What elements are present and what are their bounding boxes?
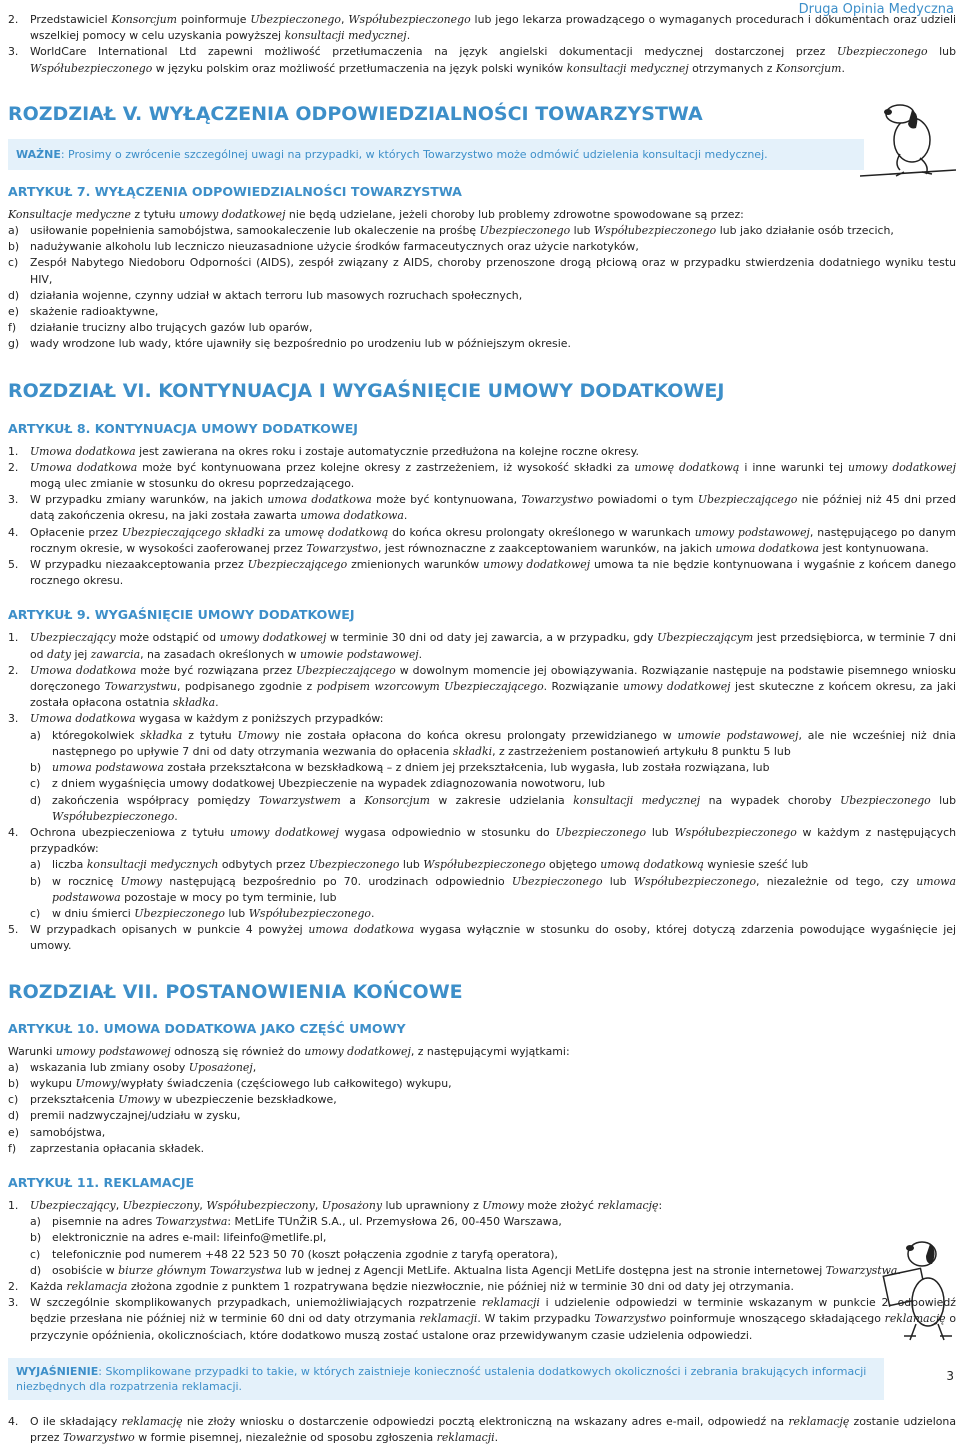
list-item-number: 4. — [8, 1414, 19, 1428]
list-item-text: Ubezpieczający może odstąpić od umowy dodatkowej w terminie 30 dni od daty jej zawarcia, a w przypadku, gdy Ubezpieczającym jest przedsiębiorca, w terminie 7 dni od daty jej zawarcia, na zasadach określonych w umowie podstawowej. — [30, 631, 957, 661]
list-item — [8, 711, 956, 824]
chapter-5-title: ROZDZIAŁ V. WYŁĄCZENIA ODPOWIEDZIALNOŚCI TOWARZYSTWA — [8, 102, 703, 125]
sub-list-item — [30, 1230, 956, 1246]
list-item — [8, 492, 956, 524]
list-item-number: 5. — [8, 923, 19, 937]
sub-list-item-letter: d) — [30, 793, 42, 807]
list-item — [8, 663, 956, 712]
page-number: 3 — [946, 1368, 954, 1383]
sub-list-item-text: umowa podstawowa została przekształcona w bezskładkową – z dniem jej przekształcenia, lub wygasła, lub została rozwiązana, lub — [52, 761, 770, 775]
list-item-number: b) — [8, 240, 20, 254]
list-item-text: Opłacenie przez Ubezpieczającego składki za umowę dodatkową do końca okresu prolongaty określonego w warunkach umowy podstawowej, następującego po danym rocznym okresie, w wysokości zaoferowanej przez Towarzystwo, jest równoznaczne z zaakceptowaniem warunków, na jakich umowa dodatkowa jest kontynuowana. — [30, 525, 956, 555]
list-item — [8, 922, 956, 954]
sub-list-item-text: telefonicznie pod numerem +48 22 523 50 70 (koszt połączenia zgodnie z taryfą operatora), — [52, 1247, 558, 1261]
list-item-text: Umowa dodatkowa może być rozwiązana przez Ubezpieczającego w dowolnym momencie jej obowiązywania. Rozwiązanie następuje na podstawie pisemnego wniosku doręczonego Towarzystwu, podpisanego zgodnie z podpisem wzorcowym Ubezpieczającego. Rozwiązanie umowy dodatkowej jest skuteczne z końcem okresu, za jaki została opłacona ostatnia składka. — [30, 663, 956, 710]
sub-list-item-letter: b) — [30, 1231, 42, 1245]
list-item — [8, 444, 956, 460]
list-item-text: wykupu Umowy/wypłaty świadczenia (częściowego lub całkowitego) wykupu, — [30, 1076, 452, 1090]
list-item — [8, 12, 956, 44]
list-item — [8, 557, 956, 589]
list-item-text: W przypadkach opisanych w punkcie 4 powyżej umowa dodatkowa wygasa wyłącznie w stosunku do osoby, której dotyczą zdarzenia powodujące wygaśnięcie jej umowy. — [30, 923, 956, 953]
list-item-text: Umowa dodatkowa wygasa w każdym z poniższych przypadków: — [30, 712, 384, 726]
list-item — [8, 460, 956, 492]
list-item-text: nadużywanie alkoholu lub leczniczo nieuzasadnione użycie środków farmaceutycznych oraz użycie narkotyków, — [30, 240, 639, 254]
list-item — [8, 336, 956, 352]
list-item-text: przekształcenia Umowy w ubezpieczenie bezskładkowe, — [30, 1093, 337, 1107]
list-item — [8, 1198, 956, 1279]
list-item-number: 4. — [8, 825, 19, 839]
list-item-text: Ochrona ubezpieczeniowa z tytułu umowy dodatkowej wygasa odpowiednio w stosunku do Ubezpieczonego lub Współubezpieczonego w każdym z następujących przypadków: — [30, 825, 956, 856]
list-item — [8, 44, 956, 76]
sub-list-item-letter: b) — [30, 761, 42, 775]
list-item-number: b) — [8, 1076, 20, 1090]
list-item-text: zaprzestania opłacania składek. — [30, 1141, 205, 1155]
list-item-number: a) — [8, 1060, 19, 1074]
list-item-text: W przypadku niezaakceptowania przez Ubezpieczającego zmienionych warunków umowy dodatkowej umowa ta nie będzie kontynuowana i wygaśnie z końcem danego rocznego okresu. — [30, 558, 956, 588]
sub-list-item-letter: b) — [30, 874, 42, 888]
sub-list-item-text: pisemnie na adres Towarzystwa: MetLife TUnŻiR S.A., ul. Przemysłowa 26, 00-450 Warszawa, — [52, 1215, 562, 1229]
list-item-text: usiłowanie popełnienia samobójstwa, samookaleczenie lub okaleczenie na prośbę Ubezpieczonego lub Współubezpieczonego lub jako działanie osób trzecich, — [30, 224, 894, 238]
chapter-6-title: ROZDZIAŁ VI. KONTYNUACJA I WYGAŚNIĘCIE UMOWY DODATKOWEJ — [8, 379, 725, 402]
list-item — [8, 320, 956, 336]
list-item-text: W szczególnie skomplikowanych przypadkach, uniemożliwiających rozpatrzenie reklamacji i udzielenie odpowiedzi w terminie wskazanym w punkcie 2, odpowiedź będzie przesłana nie później niż w terminie 60 dni od daty otrzymania reklamacji. W takim przypadku Towarzystwo poinformuje wnoszącego składającego reklamację o przyczynie opóźnienia, okolicznościach, które dodatkowo muszą zostać ustalone oraz przewidywanym czasie udzielenia odpowiedzi. — [30, 1296, 956, 1342]
explanation-note-label: WYJAŚNIENIE — [16, 1364, 99, 1378]
list-item-number: d) — [8, 288, 20, 302]
article-8-list — [8, 444, 956, 590]
article-10-list — [8, 1060, 956, 1157]
list-item-number: 1. — [8, 1198, 19, 1212]
important-note — [8, 139, 864, 170]
list-item — [8, 1125, 956, 1141]
explanation-note-text: : Skomplikowane przypadki to takie, w których zaistnieje konieczność ustalenia dodatkowych okoliczności i zebrania brakujących informacji niezbędnych dla rozpatrzenia reklamacji. — [16, 1364, 867, 1393]
list-item — [8, 239, 956, 255]
list-item-text: Każda reklamacja złożona zgodnie z punktem 1 rozpatrywana będzie niezwłocznie, nie później niż w terminie 30 dni od daty jej otrzymania. — [30, 1279, 794, 1293]
list-item — [8, 1060, 956, 1076]
list-item-text: premii nadzwyczajnej/udziału w zysku, — [30, 1109, 241, 1123]
list-item — [8, 255, 956, 287]
list-item — [8, 223, 956, 239]
list-item — [8, 825, 956, 922]
list-item — [8, 1092, 956, 1108]
explanation-note — [8, 1358, 884, 1400]
intro-list — [8, 12, 956, 77]
list-item — [8, 1076, 956, 1092]
sub-list-item-letter: c) — [30, 906, 41, 920]
list-item-text: wskazania lub zmiany osoby Uposażonej, — [30, 1060, 257, 1074]
list-item-number: 3. — [8, 712, 19, 726]
list-item-number: a) — [8, 224, 19, 238]
list-item-text: skażenie radioaktywne, — [30, 305, 159, 319]
sub-list-item — [30, 1214, 956, 1230]
list-item-text: O ile składający reklamację nie złoży wniosku o dostarczenie odpowiedzi pocztą elektroniczną na wskazany adres e-mail, odpowiedź na reklamację zostanie udzielona przez Towarzystwo w formie pisemnej, niezależnie od sposobu zgłoszenia reklamacji. — [30, 1414, 956, 1444]
sub-list — [30, 857, 956, 922]
list-item-text: Zespół Nabytego Niedoboru Odporności (AIDS), zespół związany z AIDS, choroby przenoszone drogą płciową oraz w przypadku stwierdzenia dodatniego wyniku testu HIV, — [30, 256, 956, 286]
article-9-title: ARTYKUŁ 9. WYGAŚNIĘCIE UMOWY DODATKOWEJ — [8, 607, 355, 623]
document-page — [8, 12, 956, 1446]
sub-list-item-letter: d) — [30, 1263, 42, 1277]
list-item-text: WorldCare International Ltd zapewni możliwość przetłumaczenia na język angielski dokumentacji medycznej dostarczonej przez Ubezpieczonego lub Współubezpieczonego w języku polskim oraz możliwość przetłumaczenia na język polski wyników konsultacji medycznej otrzymanych z Konsorcjum. — [30, 45, 956, 75]
list-item-text: Umowa dodatkowa jest zawierana na okres roku i zostaje automatycznie przedłużona na kolejne roczne okresy. — [30, 444, 639, 458]
list-item-text: Umowa dodatkowa może być kontynuowana przez kolejne okresy z zastrzeżeniem, iż wysokość składki za umowę dodatkową i inne warunki tej umowy dodatkowej mogą ulec zmianie w stosunku do okresu poprzedzającego. — [30, 460, 956, 491]
sub-list-item-text: któregokolwiek składka z tytułu Umowy nie została opłacona do końca okresu prolongaty przewidzianego w umowie podstawowej, ale nie wcześniej niż dnia następnego po upływie 7 dni od daty otrzymania wezwania do opłacenia składki, z zastrzeżeniem postanowień artykułu 8 punktu 5 lub — [52, 728, 956, 758]
sub-list-item-text: osobiście w biurze głównym Towarzystwa lub w jednej z Agencji MetLife. Aktualna lista Agencji MetLife dostępna jest na stronie internetowej Towarzystwa. — [52, 1263, 901, 1277]
document-header: Druga Opinia Medyczna — [798, 2, 954, 17]
sub-list-item-text: w rocznicę Umowy następującą bezpośrednio po 70. urodzinach odpowiednio Ubezpieczonego lub Współubezpieczonego, niezależnie od tego, czy umowa podstawowa pozostaje w mocy po tym terminie, lub — [52, 874, 956, 904]
list-item-number: 1. — [8, 631, 19, 645]
sub-list-item-letter: a) — [30, 1215, 41, 1229]
list-item — [8, 1414, 956, 1446]
list-item — [8, 1108, 956, 1124]
list-item-number: d) — [8, 1109, 20, 1123]
sub-list-item-text: z dniem wygaśnięcia umowy dodatkowej Ubezpieczenie na wypadek zdiagnozowania nowotworu, lub — [52, 777, 606, 791]
important-note-label: WAŻNE — [16, 147, 61, 161]
chapter-7-title: ROZDZIAŁ VII. POSTANOWIENIA KOŃCOWE — [8, 980, 463, 1003]
sub-list-item-letter: c) — [30, 1247, 41, 1261]
article-10-title: ARTYKUŁ 10. UMOWA DODATKOWA JAKO CZĘŚĆ UMOWY — [8, 1020, 406, 1036]
list-item-number: 5. — [8, 558, 19, 572]
list-item-number: 2. — [8, 663, 19, 677]
sub-list-item — [30, 1247, 956, 1263]
article-10-intro: Warunki umowy podstawowej odnoszą się również do umowy dodatkowej, z następującymi wyjątkami: — [8, 1044, 570, 1058]
sub-list-item-text: w dniu śmierci Ubezpieczonego lub Współubezpieczonego. — [52, 906, 375, 920]
list-item-number: g) — [8, 337, 20, 351]
list-item-number: 3. — [8, 493, 19, 507]
list-item-number: e) — [8, 1125, 19, 1139]
list-item-number: f) — [8, 1141, 17, 1155]
list-item-number: 2. — [8, 13, 19, 26]
article-11-list — [8, 1198, 956, 1344]
sub-list-item — [30, 857, 956, 873]
list-item-number: c) — [8, 256, 19, 270]
sub-list-item — [30, 1263, 956, 1279]
list-item-text: Ubezpieczający, Ubezpieczony, Współubezpieczony, Uposażony lub uprawniony z Umowy może złożyć reklamację: — [30, 1198, 663, 1212]
sub-list-item-text: liczba konsultacji medycznych odbytych przez Ubezpieczonego lub Współubezpieczonego objętego umową dodatkową wyniesie sześć lub — [52, 858, 809, 872]
article-8-title: ARTYKUŁ 8. KONTYNUACJA UMOWY DODATKOWEJ — [8, 420, 358, 436]
article-9-list — [8, 630, 956, 954]
list-item-text: wady wrodzone lub wady, które ujawniły się bezpośrednio po urodzeniu lub w późniejszym okresie. — [30, 337, 571, 351]
list-item-text: Przedstawiciel Konsorcjum poinformuje Ubezpieczonego, Współubezpieczonego lub jego lekarza prowadzącego o wymaganych procedurach i dokumentach oraz udzieli wszelkiej pomocy w celu uzyskania powyższej konsultacji medycznej. — [30, 13, 956, 43]
important-note-text: : Prosimy o zwrócenie szczególnej uwagi na przypadki, w których Towarzystwo może odmówić udzielenia konsultacji medycznej. — [60, 147, 768, 161]
article-7-list — [8, 223, 956, 353]
sub-list — [30, 1214, 956, 1279]
sub-list-item — [30, 874, 956, 906]
list-item — [8, 304, 956, 320]
sub-list-item-text: elektronicznie na adres e-mail: lifeinfo@metlife.pl, — [52, 1231, 327, 1245]
list-item — [8, 1295, 956, 1344]
list-item-number: c) — [8, 1093, 19, 1107]
sub-list-item-letter: a) — [30, 858, 41, 872]
list-item — [8, 1279, 956, 1295]
list-item — [8, 1141, 956, 1157]
list-item-number: f) — [8, 321, 17, 335]
list-item-text: działanie trucizny albo trujących gazów lub oparów, — [30, 321, 313, 335]
list-item-number: 2. — [8, 1279, 19, 1293]
list-item-number: 3. — [8, 45, 19, 59]
list-item-number: 3. — [8, 1296, 19, 1310]
list-item — [8, 288, 956, 304]
list-item-number: 1. — [8, 444, 19, 458]
list-item — [8, 525, 956, 557]
list-item-text: samobójstwa, — [30, 1125, 106, 1139]
article-7-intro: Konsultacje medyczne z tytułu umowy dodatkowej nie będą udzielane, jeżeli choroby lub problemy zdrowotne spowodowane są przez: — [8, 207, 744, 221]
sub-list-item — [30, 906, 956, 922]
sub-list-item — [30, 776, 956, 792]
list-item-number: 2. — [8, 460, 19, 474]
sub-list-item — [30, 760, 956, 776]
article-11-title: ARTYKUŁ 11. REKLAMACJE — [8, 1174, 195, 1190]
sub-list-item — [30, 728, 956, 760]
list-item-text: działania wojenne, czynny udział w aktach terroru lub masowych rozruchach społecznych, — [30, 288, 523, 302]
sub-list-item-letter: c) — [30, 777, 41, 791]
list-item-number: e) — [8, 305, 19, 319]
list-item — [8, 630, 956, 662]
article-11-final — [8, 1414, 956, 1446]
sub-list-item-letter: a) — [30, 728, 41, 742]
list-item-number: 4. — [8, 525, 19, 539]
article-7-title: ARTYKUŁ 7. WYŁĄCZENIA ODPOWIEDZIALNOŚCI TOWARZYSTWA — [8, 183, 462, 199]
sub-list — [30, 728, 956, 825]
sub-list-item-text: zakończenia współpracy pomiędzy Towarzystwem a Konsorcjum w zakresie udzielania konsultacji medycznej na wypadek choroby Ubezpieczonego lub Współubezpieczonego. — [52, 793, 956, 823]
sub-list-item — [30, 793, 956, 825]
list-item-text: W przypadku zmiany warunków, na jakich umowa dodatkowa może być kontynuowana, Towarzystwo powiadomi o tym Ubezpieczającego nie później niż 45 dni przed datą zakończenia okresu, na jaki została zawarta umowa dodatkowa. — [30, 493, 957, 523]
